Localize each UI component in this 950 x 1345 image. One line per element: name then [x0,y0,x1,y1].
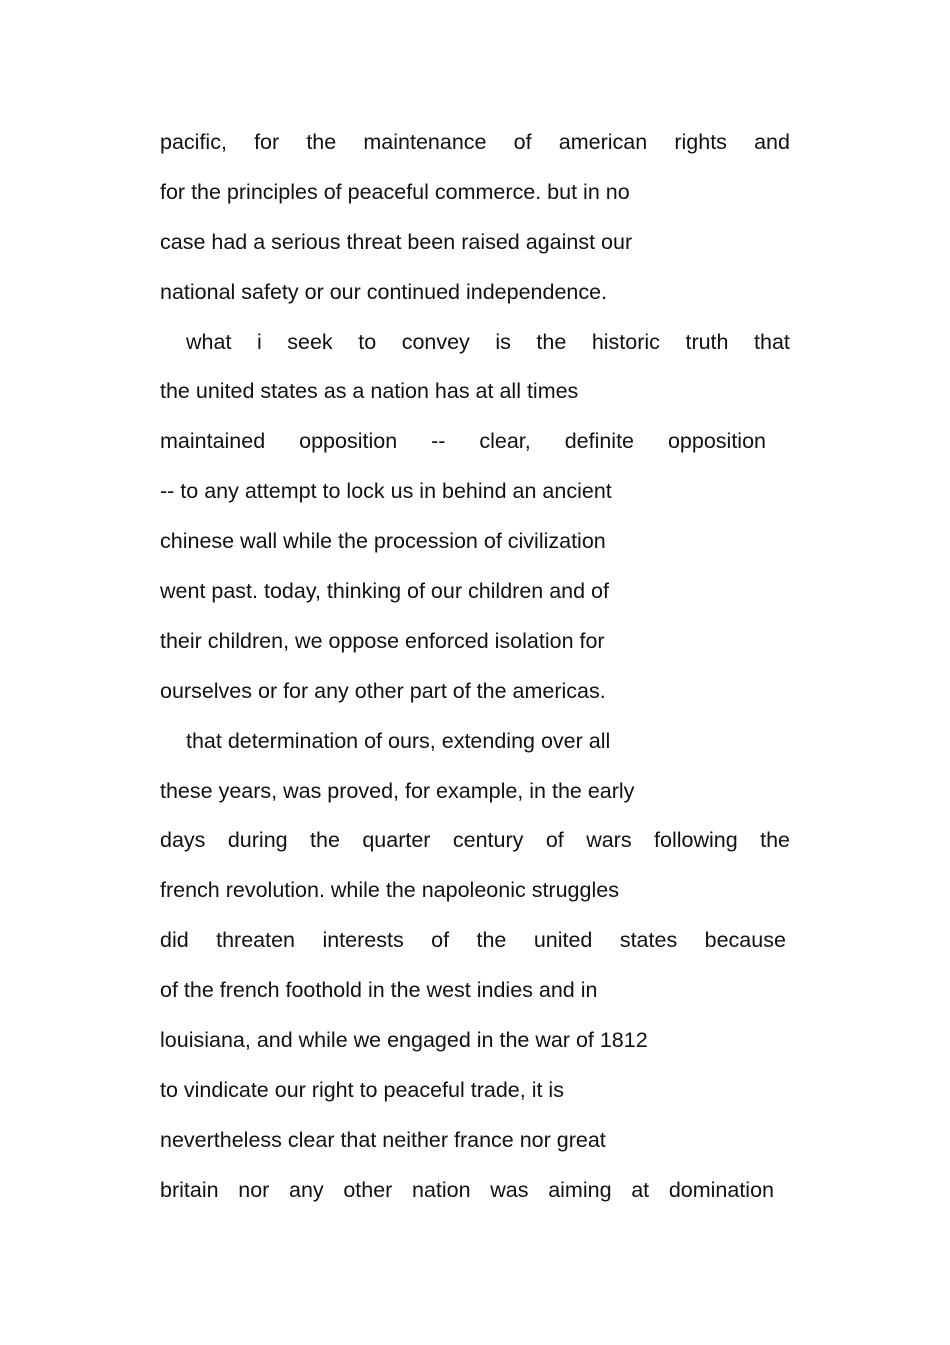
word: for [254,130,280,154]
word: at [631,1177,650,1202]
text-line: nevertheless clear that neither france nor great [160,1127,606,1152]
text-line: case had a serious threat been raised against our [160,229,633,254]
word: united [533,928,593,953]
word: the [476,928,507,953]
word: quarter [362,828,431,853]
word: wars [586,828,632,853]
word: was [490,1177,529,1202]
text-line: that determination of ours, extending over all [186,728,611,753]
word: nor [238,1177,270,1202]
word: century [452,828,524,853]
word: -- [431,429,446,454]
word: american [558,130,648,154]
text-line: french revolution. while the napoleonic struggles [160,878,619,903]
text-line: these years, was proved, for example, in the early [160,778,635,803]
word: aiming [548,1177,612,1202]
word: opposition [667,429,766,454]
text-line: for the principles of peaceful commerce. but in no [160,179,630,204]
text-line: their children, we oppose enforced isolation for [160,628,605,653]
word: following [654,828,738,853]
word: of [513,130,532,154]
word: historic [591,329,660,354]
word: did [160,928,189,953]
text-line [160,318,790,368]
word: convey [401,329,470,354]
word: the [306,130,337,154]
text-line: ourselves or for any other part of the americas. [160,678,606,703]
text-line [160,118,790,168]
word: definite [564,429,635,454]
word: because [704,928,786,953]
word: rights [674,130,727,154]
word: nation [412,1177,471,1202]
word: interests [322,928,404,953]
text-line [160,816,790,866]
word: is [495,329,511,354]
word: maintained [160,429,266,454]
word: seek [287,329,333,354]
word: what [186,329,232,354]
word: britain [160,1177,219,1202]
text-line [160,916,790,966]
word: of [545,828,564,853]
word: clear, [479,429,531,454]
word: other [343,1177,393,1202]
text-line: went past. today, thinking of our children and of [160,579,609,604]
text-line [160,1166,790,1216]
word: domination [668,1177,774,1202]
word: states [619,928,678,953]
word: opposition [299,429,398,454]
word: that [754,329,790,354]
word: i [256,329,262,354]
word: threaten [216,928,296,953]
word: days [160,828,206,853]
text-line: to vindicate our right to peaceful trade, it is [160,1077,564,1102]
word: to [358,329,377,354]
word: of [431,928,450,953]
text-line: national safety or our continued independence. [160,279,608,304]
text-line [160,417,790,467]
word: truth [685,329,729,354]
word: the [536,329,567,354]
word: maintenance [363,130,487,154]
text-line: chinese wall while the procession of civilization [160,529,606,554]
word: the [310,828,340,853]
word: the [760,828,790,853]
word: during [227,828,288,853]
word: pacific, [160,130,227,154]
text-line: -- to any attempt to lock us in behind an ancient [160,479,612,504]
word: and [754,130,790,154]
text-line: louisiana, and while we engaged in the war of 1812 [160,1028,648,1053]
body-text [160,118,790,1216]
text-line: the united states as a nation has at all times [160,379,579,404]
word: any [288,1177,324,1202]
text-line: of the french foothold in the west indies and in [160,978,598,1003]
